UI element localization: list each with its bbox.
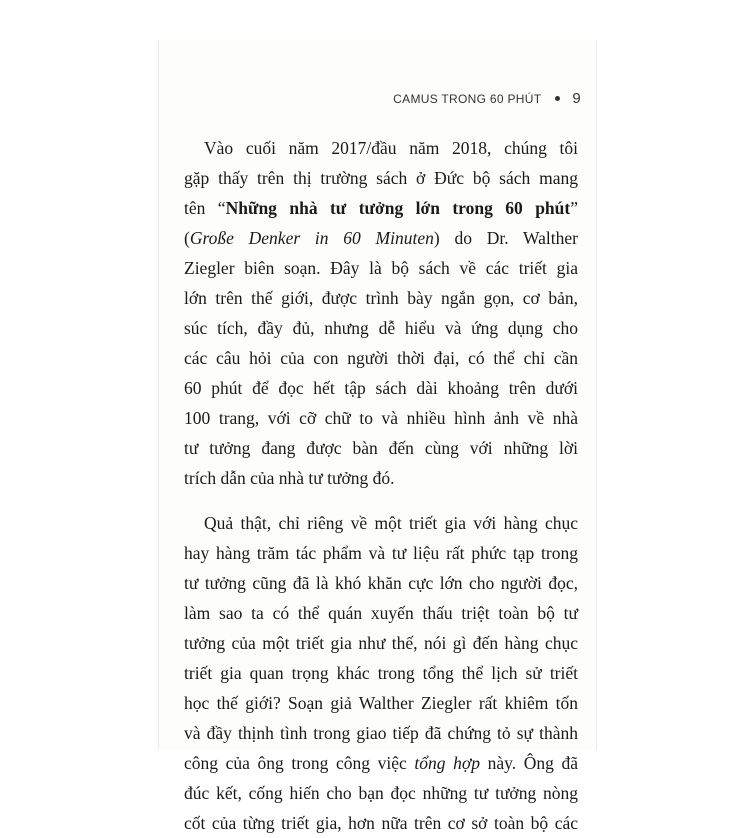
text-segment: công của ông trong công việc bbox=[184, 753, 415, 773]
text-line: Ziegler biên soạn. Đây là bộ sách về các triết gia bbox=[184, 258, 578, 278]
text-line bbox=[184, 748, 578, 778]
text-segment: ) do Dr. Walther bbox=[433, 228, 578, 248]
bullet-separator bbox=[555, 96, 560, 101]
text-line: Quả thật, chỉ riêng về một triết gia với hàng chục bbox=[204, 513, 578, 533]
text-line: Vào cuối năm 2017/đầu năm 2018, chúng tôi bbox=[204, 138, 578, 158]
page-number: 9 bbox=[572, 90, 581, 107]
text-line: súc tích, đầy đủ, nhưng dễ hiểu và ứng dụng cho bbox=[184, 318, 578, 338]
text-line: học thế giới? Soạn giả Walther Ziegler rất khiêm tốn bbox=[184, 693, 578, 713]
text-line: gặp thấy trên thị trường sách ở Đức bộ sách mang bbox=[184, 168, 578, 188]
running-header bbox=[393, 90, 581, 107]
text-line: cốt của từng triết gia, hơn nữa trên cơ sở toàn bộ các bbox=[184, 813, 578, 833]
paragraph-2 bbox=[184, 508, 578, 838]
text-line: tư tưởng đang được bàn đến cùng với những lời bbox=[184, 438, 578, 458]
text-segment: này. Ông đã bbox=[479, 753, 578, 773]
book-title-bold: Những nhà tư tưởng lớn trong 60 phút bbox=[225, 198, 571, 218]
text-line: đúc kết, cống hiến cho bạn đọc những tư tưởng nòng bbox=[184, 783, 578, 803]
text-segment: ” bbox=[570, 198, 578, 218]
text-line: 100 trang, với cỡ chữ to và nhiều hình ảnh về nhà bbox=[184, 408, 578, 428]
body-text bbox=[184, 133, 578, 838]
text-line: và đầy thịnh tình trong giao tiếp đã chứng tỏ sự thành bbox=[184, 723, 578, 743]
text-segment: ( bbox=[184, 228, 190, 248]
text-line bbox=[184, 193, 578, 223]
book-title-italic: Große Denker in 60 Minuten bbox=[189, 228, 434, 248]
text-line bbox=[184, 223, 578, 253]
text-line: làm sao ta có thể quán xuyến thấu triệt toàn bộ tư bbox=[184, 603, 578, 623]
text-segment: tên “ bbox=[184, 198, 226, 218]
text-line: hay hàng trăm tác phẩm và tư liệu rất phức tạp trong bbox=[184, 543, 578, 563]
text-line: trích dẫn của nhà tư tưởng đó. bbox=[184, 468, 395, 488]
text-line: tư tưởng cũng đã là khó khăn cực lớn cho người đọc, bbox=[184, 573, 578, 593]
book-page bbox=[158, 40, 597, 833]
text-line: 60 phút để đọc hết tập sách dài khoảng trên dưới bbox=[184, 378, 578, 398]
text-line: tưởng của một triết gia như thế, nói gì đến hàng chục bbox=[184, 633, 578, 653]
text-line: triết gia quan trọng khác trong tổng thể lịch sử triết bbox=[184, 663, 578, 683]
paragraph-1 bbox=[184, 133, 578, 493]
text-line: lớn trên thế giới, được trình bày ngắn gọn, cơ bản, bbox=[184, 288, 578, 308]
running-title: CAMUS TRONG 60 PHÚT bbox=[393, 91, 542, 106]
text-line: các câu hỏi của con người thời đại, có thể chỉ cần bbox=[184, 348, 578, 368]
emphasis-italic: tổng hợp bbox=[414, 753, 480, 773]
